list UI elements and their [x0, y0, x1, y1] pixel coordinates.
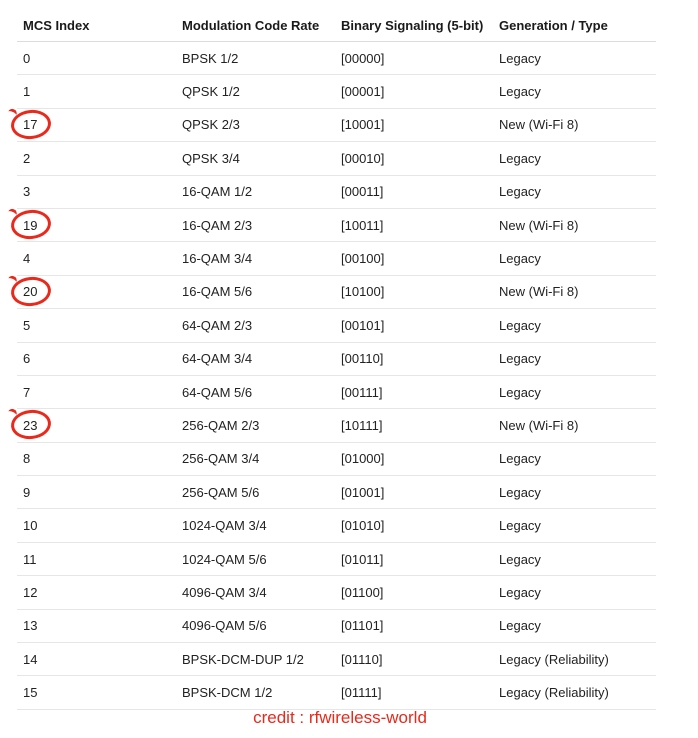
cell-generation-type: Legacy — [499, 351, 541, 367]
cell-binary-signaling: [10100] — [341, 284, 385, 300]
table-row — [17, 343, 656, 376]
cell-mcs-index: 6 — [23, 351, 31, 367]
cell-modulation-code-rate: 1024-QAM 3/4 — [182, 518, 267, 534]
cell-modulation-code-rate: 16-QAM 5/6 — [182, 284, 253, 300]
cell-generation-type: Legacy — [499, 384, 541, 400]
table-row — [17, 376, 656, 409]
cell-binary-signaling: [01001] — [341, 484, 385, 500]
cell-mcs-index: 9 — [23, 484, 31, 500]
table-row — [17, 443, 656, 476]
cell-modulation-code-rate: 64-QAM 2/3 — [182, 317, 253, 333]
cell-modulation-code-rate: 64-QAM 5/6 — [182, 384, 253, 400]
cell-generation-type: Legacy — [499, 451, 541, 467]
cell-binary-signaling: [01110] — [341, 651, 383, 667]
cell-mcs-index: 1 — [23, 84, 31, 100]
cell-generation-type: Legacy — [499, 618, 541, 634]
cell-modulation-code-rate: 1024-QAM 5/6 — [182, 551, 267, 567]
cell-mcs-index: 17 — [23, 117, 38, 133]
cell-generation-type: Legacy (Reliability) — [499, 685, 609, 701]
cell-mcs-index: 13 — [23, 618, 38, 634]
cell-mcs-index: 5 — [23, 317, 31, 333]
cell-mcs-index: 2 — [23, 150, 31, 166]
cell-modulation-code-rate: BPSK-DCM-DUP 1/2 — [182, 651, 304, 667]
table-row — [17, 643, 656, 676]
cell-mcs-index: 8 — [23, 451, 31, 467]
cell-modulation-code-rate: QPSK 1/2 — [182, 84, 240, 100]
table-row — [17, 576, 656, 609]
cell-generation-type: Legacy (Reliability) — [499, 651, 609, 667]
cell-generation-type: New (Wi-Fi 8) — [499, 217, 579, 233]
cell-binary-signaling: [01101] — [341, 618, 384, 634]
cell-generation-type: New (Wi-Fi 8) — [499, 117, 579, 133]
cell-binary-signaling: [00011] — [341, 184, 384, 200]
cell-modulation-code-rate: 4096-QAM 5/6 — [182, 618, 267, 634]
cell-mcs-index: 20 — [23, 284, 38, 300]
cell-generation-type: Legacy — [499, 251, 541, 267]
cell-binary-signaling: [10011] — [341, 217, 384, 233]
cell-mcs-index: 7 — [23, 384, 31, 400]
cell-generation-type: Legacy — [499, 50, 541, 66]
cell-mcs-index: 3 — [23, 184, 31, 200]
cell-modulation-code-rate: BPSK 1/2 — [182, 50, 239, 66]
table-row — [17, 109, 656, 142]
cell-generation-type: New (Wi-Fi 8) — [499, 417, 579, 433]
table-row — [17, 276, 656, 309]
cell-modulation-code-rate: 64-QAM 3/4 — [182, 351, 253, 367]
table-row — [17, 309, 656, 342]
cell-binary-signaling: [00100] — [341, 251, 385, 267]
cell-modulation-code-rate: BPSK-DCM 1/2 — [182, 685, 273, 701]
cell-mcs-index: 10 — [23, 518, 38, 534]
cell-mcs-index: 15 — [23, 685, 38, 701]
table-row — [17, 176, 656, 209]
mcs-table — [17, 9, 656, 710]
cell-binary-signaling: [10001] — [341, 117, 385, 133]
cell-mcs-index: 4 — [23, 251, 31, 267]
cell-binary-signaling: [00111] — [341, 384, 383, 400]
cell-modulation-code-rate: 16-QAM 1/2 — [182, 184, 253, 200]
cell-binary-signaling: [00101] — [341, 317, 385, 333]
table-header-row — [17, 9, 656, 42]
cell-mcs-index: 14 — [23, 651, 38, 667]
cell-binary-signaling: [00000] — [341, 50, 385, 66]
cell-generation-type: Legacy — [499, 551, 541, 567]
table-row — [17, 509, 656, 542]
cell-generation-type: Legacy — [499, 184, 541, 200]
credit-text: credit : rfwireless-world — [253, 708, 427, 727]
table-row — [17, 75, 656, 108]
table-body — [17, 42, 656, 710]
cell-modulation-code-rate: 16-QAM 2/3 — [182, 217, 253, 233]
header-mcs-index: MCS Index — [23, 17, 90, 33]
table-row — [17, 242, 656, 275]
table-row — [17, 209, 656, 242]
cell-modulation-code-rate: 256-QAM 2/3 — [182, 417, 260, 433]
header-modulation-code-rate: Modulation Code Rate — [182, 17, 320, 33]
cell-modulation-code-rate: QPSK 2/3 — [182, 117, 240, 133]
cell-generation-type: Legacy — [499, 150, 541, 166]
table-row — [17, 543, 656, 576]
cell-modulation-code-rate: 256-QAM 3/4 — [182, 451, 260, 467]
cell-binary-signaling: [10111] — [341, 417, 383, 433]
cell-mcs-index: 0 — [23, 50, 31, 66]
cell-generation-type: Legacy — [499, 317, 541, 333]
cell-modulation-code-rate: 16-QAM 3/4 — [182, 251, 253, 267]
table-row — [17, 476, 656, 509]
cell-binary-signaling: [00001] — [341, 84, 385, 100]
table-row — [17, 142, 656, 175]
table-row — [17, 610, 656, 643]
cell-binary-signaling: [01100] — [341, 584, 384, 600]
cell-mcs-index: 11 — [23, 551, 37, 567]
cell-generation-type: Legacy — [499, 518, 541, 534]
cell-mcs-index: 23 — [23, 417, 38, 433]
cell-binary-signaling: [01010] — [341, 518, 385, 534]
cell-modulation-code-rate: QPSK 3/4 — [182, 150, 240, 166]
cell-modulation-code-rate: 4096-QAM 3/4 — [182, 584, 267, 600]
cell-binary-signaling: [01011] — [341, 551, 384, 567]
cell-mcs-index: 19 — [23, 217, 38, 233]
header-binary-signaling: Binary Signaling (5-bit) — [341, 17, 484, 33]
table-row — [17, 409, 656, 442]
cell-generation-type: New (Wi-Fi 8) — [499, 284, 579, 300]
cell-binary-signaling: [00010] — [341, 150, 385, 166]
table-row — [17, 42, 656, 75]
cell-generation-type: Legacy — [499, 484, 541, 500]
cell-mcs-index: 12 — [23, 584, 38, 600]
cell-binary-signaling: [00110] — [341, 351, 384, 367]
cell-binary-signaling: [01111] — [341, 685, 382, 701]
table-row — [17, 676, 656, 709]
cell-binary-signaling: [01000] — [341, 451, 385, 467]
cell-modulation-code-rate: 256-QAM 5/6 — [182, 484, 260, 500]
cell-generation-type: Legacy — [499, 584, 541, 600]
header-generation-type: Generation / Type — [499, 17, 608, 33]
cell-generation-type: Legacy — [499, 84, 541, 100]
